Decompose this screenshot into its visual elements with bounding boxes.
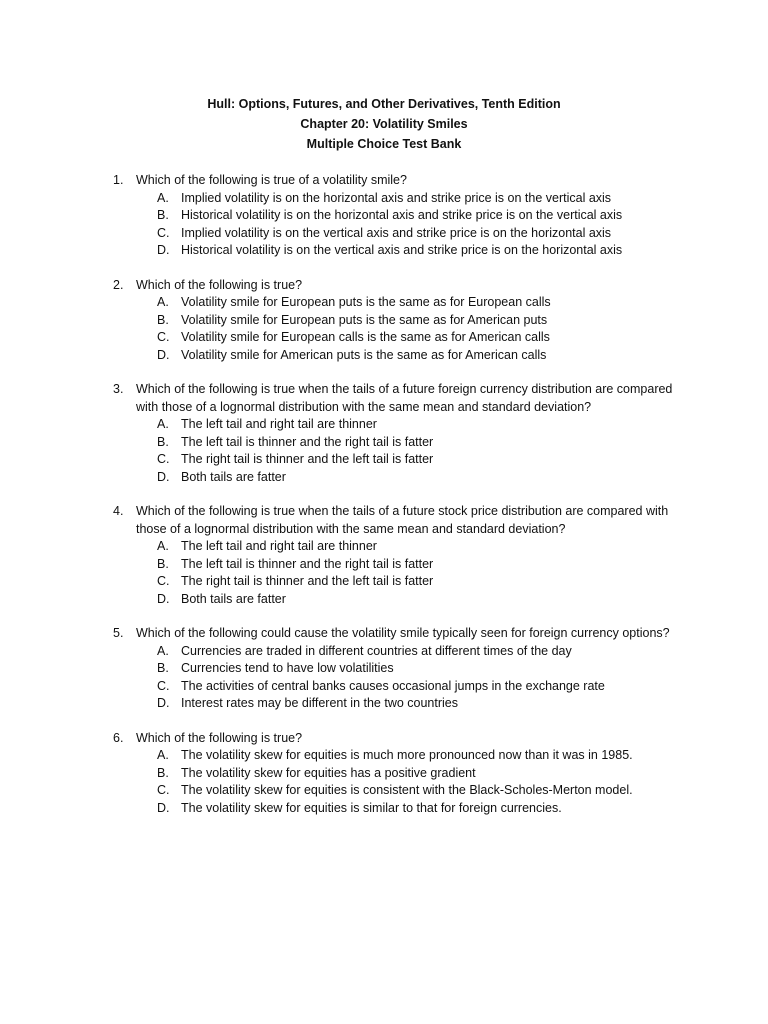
answer-option-c bbox=[0, 678, 768, 696]
option-letter: C. bbox=[157, 783, 170, 797]
answer-option-d bbox=[0, 800, 768, 818]
option-letter: C. bbox=[157, 574, 170, 588]
answer-option-c bbox=[0, 573, 768, 591]
option-letter: D. bbox=[157, 469, 170, 484]
question-list bbox=[0, 172, 768, 834]
answer-option-a bbox=[0, 643, 768, 661]
option-letter: B. bbox=[157, 208, 169, 222]
question-text: Which of the following is true of a volatility smile? bbox=[136, 173, 407, 187]
option-text: Historical volatility is on the horizontal axis and strike price is on the vertical axis bbox=[181, 208, 623, 222]
option-text: The volatility skew for equities has a positive gradient bbox=[181, 765, 476, 780]
answer-option-c bbox=[0, 329, 768, 347]
option-text: The activities of central banks causes occasional jumps in the exchange rate bbox=[181, 678, 605, 693]
answer-option-d bbox=[0, 695, 768, 713]
answer-option-a bbox=[0, 416, 768, 434]
option-text: The left tail is thinner and the right tail is fatter bbox=[181, 434, 434, 449]
option-text: The left tail is thinner and the right tail is fatter bbox=[181, 556, 434, 571]
option-text: The volatility skew for equities is much more pronounced now than it was in 1985. bbox=[181, 748, 633, 762]
option-text: Volatility smile for American puts is the same as for American calls bbox=[181, 347, 547, 362]
option-letter: C. bbox=[157, 452, 170, 466]
answer-option-d bbox=[0, 347, 768, 365]
option-text: Currencies are traded in different countries at different times of the day bbox=[181, 643, 572, 658]
question-number: 5. bbox=[113, 626, 124, 640]
answer-option-d bbox=[0, 469, 768, 487]
option-text: The right tail is thinner and the left tail is fatter bbox=[181, 452, 434, 466]
option-letter: B. bbox=[157, 312, 169, 327]
question-number: 1. bbox=[113, 173, 124, 187]
option-letter: B. bbox=[157, 765, 169, 780]
answer-option-a bbox=[0, 538, 768, 556]
question-text: Which of the following is true when the tails of a future stock price distribution are compared with those of a lognormal distribution with the same mean and standard deviation? bbox=[136, 504, 669, 536]
answer-option-b bbox=[0, 434, 768, 452]
option-text: The volatility skew for equities is consistent with the Black-Scholes-Merton model. bbox=[181, 783, 633, 797]
option-text: Volatility smile for European calls is the same as for American calls bbox=[181, 330, 550, 344]
option-text: Implied volatility is on the vertical axis and strike price is on the horizontal axis bbox=[181, 225, 612, 240]
option-letter: A. bbox=[157, 643, 169, 658]
option-text: Volatility smile for European puts is the same as for European calls bbox=[181, 295, 551, 309]
question-text: Which of the following is true? bbox=[136, 730, 303, 745]
option-letter: D. bbox=[157, 800, 170, 815]
option-letter: A. bbox=[157, 539, 169, 553]
question-5 bbox=[0, 625, 768, 713]
question-3 bbox=[0, 381, 768, 486]
option-letter: C. bbox=[157, 678, 170, 693]
question-number: 2. bbox=[113, 277, 124, 292]
answer-option-b bbox=[0, 765, 768, 783]
option-text: Volatility smile for European puts is the same as for American puts bbox=[181, 312, 548, 327]
option-text: The volatility skew for equities is similar to that for foreign currencies. bbox=[181, 800, 562, 815]
question-4 bbox=[0, 503, 768, 608]
question-number: 4. bbox=[113, 504, 124, 518]
option-letter: B. bbox=[157, 556, 169, 571]
question-6 bbox=[0, 730, 768, 818]
option-text: Historical volatility is on the vertical axis and strike price is on the horizontal axis bbox=[181, 243, 623, 257]
question-text: Which of the following is true? bbox=[136, 277, 303, 292]
question-text: Which of the following could cause the volatility smile typically seen for foreign currency options? bbox=[136, 626, 670, 640]
option-letter: A. bbox=[157, 417, 169, 431]
answer-option-b bbox=[0, 312, 768, 330]
chapter-title: Chapter 20: Volatility Smiles bbox=[300, 117, 468, 131]
answer-option-c bbox=[0, 782, 768, 800]
question-number: 3. bbox=[113, 382, 124, 396]
option-text: The left tail and right tail are thinner bbox=[181, 539, 377, 553]
option-letter: A. bbox=[157, 748, 169, 762]
option-text: Both tails are fatter bbox=[181, 469, 286, 484]
answer-option-d bbox=[0, 591, 768, 609]
answer-option-b bbox=[0, 207, 768, 225]
option-letter: D. bbox=[157, 243, 170, 257]
option-letter: A. bbox=[157, 295, 169, 309]
option-text: The left tail and right tail are thinner bbox=[181, 417, 377, 431]
option-letter: B. bbox=[157, 661, 169, 675]
question-number: 6. bbox=[113, 730, 124, 745]
answer-option-b bbox=[0, 660, 768, 678]
option-letter: D. bbox=[157, 347, 170, 362]
option-letter: C. bbox=[157, 330, 170, 344]
book-title: Hull: Options, Futures, and Other Derivatives, Tenth Edition bbox=[207, 97, 561, 111]
answer-option-a bbox=[0, 190, 768, 208]
answer-option-c bbox=[0, 225, 768, 243]
option-letter: D. bbox=[157, 591, 170, 606]
option-text: Implied volatility is on the horizontal axis and strike price is on the vertical axis bbox=[181, 190, 612, 205]
option-text: Both tails are fatter bbox=[181, 591, 286, 606]
option-letter: C. bbox=[157, 225, 170, 240]
answer-option-c bbox=[0, 451, 768, 469]
question-text: Which of the following is true when the tails of a future foreign currency distribution are compared with those of a lognormal distribution with the same mean and standard deviation? bbox=[136, 382, 673, 414]
answer-option-a bbox=[0, 294, 768, 312]
question-2 bbox=[0, 277, 768, 365]
document-header bbox=[0, 94, 768, 154]
option-letter: A. bbox=[157, 190, 169, 205]
option-text: Interest rates may be different in the two countries bbox=[181, 696, 458, 710]
option-letter: B. bbox=[157, 434, 169, 449]
test-bank-title: Multiple Choice Test Bank bbox=[306, 137, 462, 151]
option-letter: D. bbox=[157, 696, 170, 710]
answer-option-a bbox=[0, 747, 768, 765]
answer-option-b bbox=[0, 556, 768, 574]
answer-option-d bbox=[0, 242, 768, 260]
option-text: The right tail is thinner and the left tail is fatter bbox=[181, 574, 434, 588]
option-text: Currencies tend to have low volatilities bbox=[181, 661, 394, 675]
question-1 bbox=[0, 172, 768, 260]
